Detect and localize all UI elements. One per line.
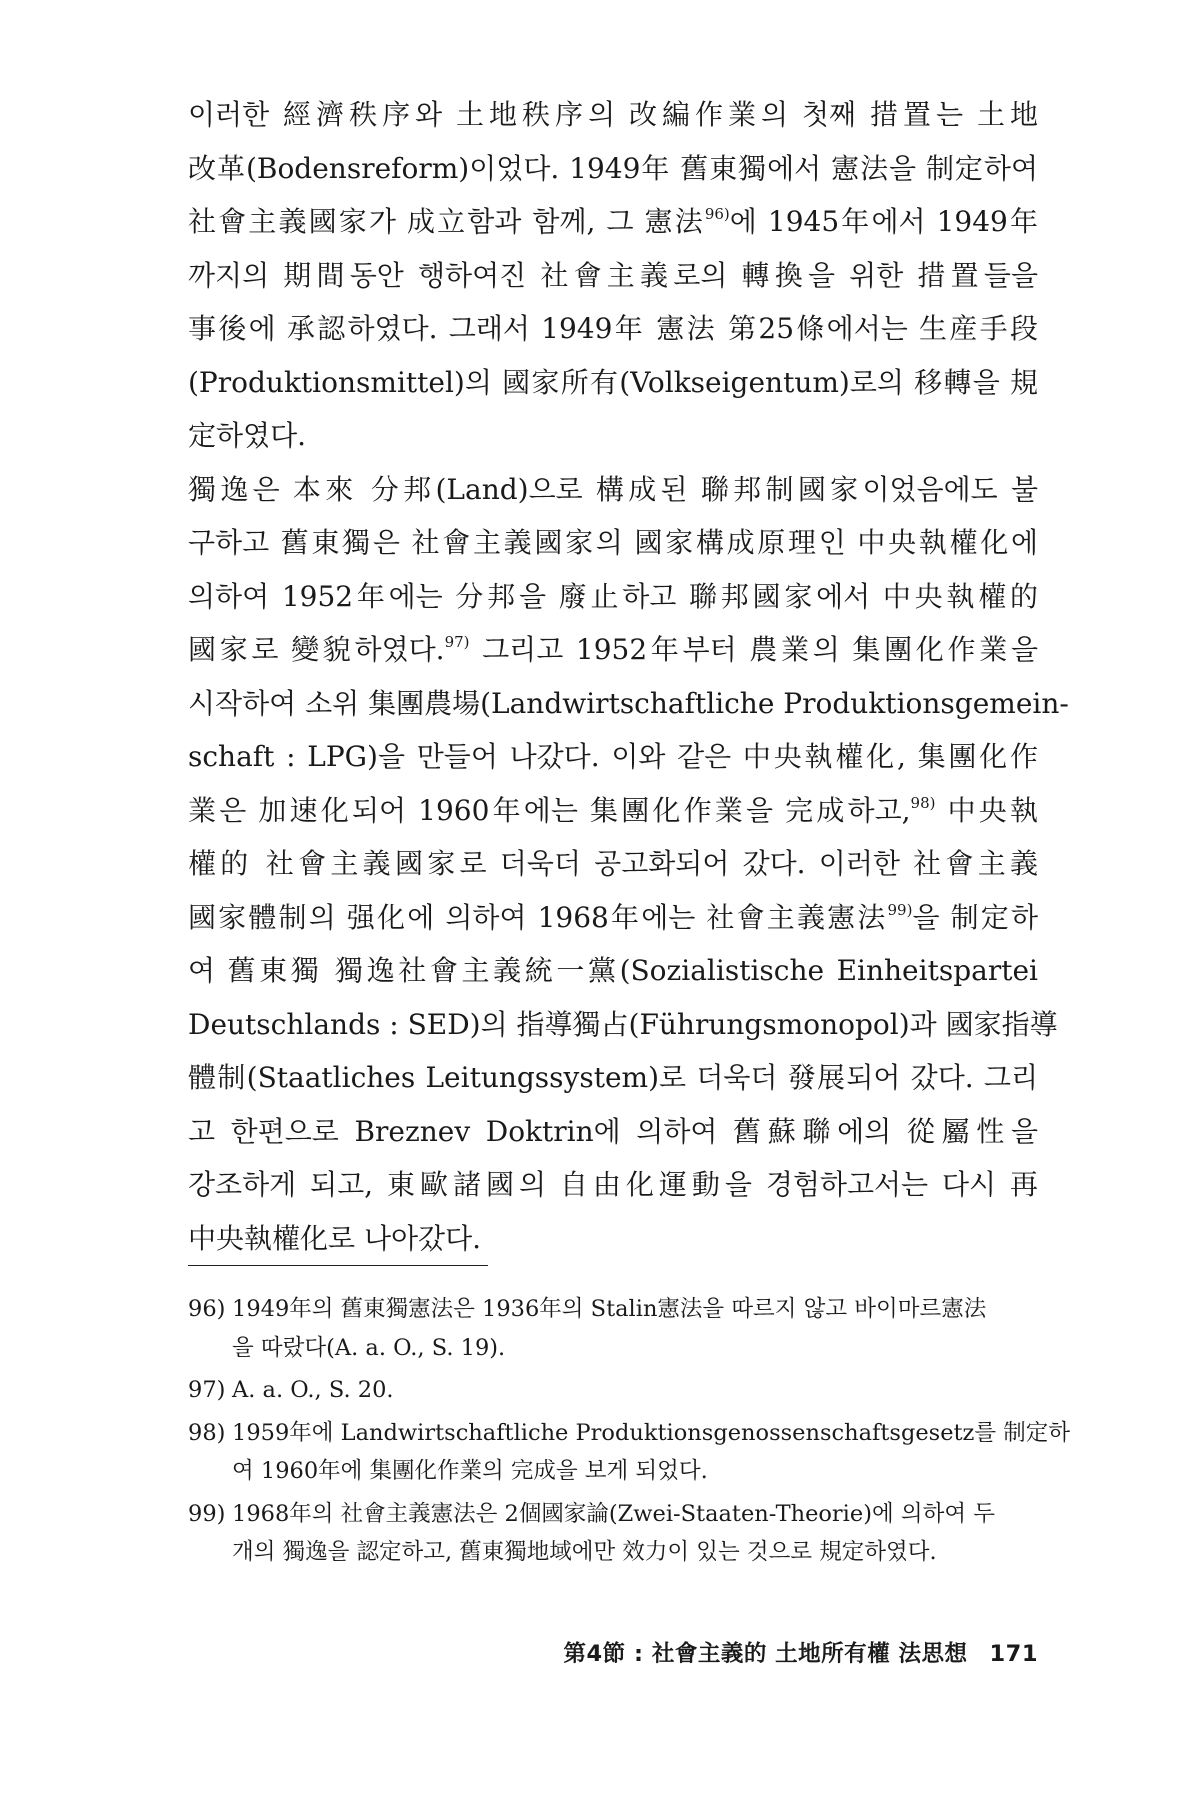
text-line: (Produktionsmittel)의 國家所有(Volkseigentum)로의 移轉을 規 — [188, 365, 1038, 399]
footnote-line: 을 따랐다(A. a. O., S. 19). — [232, 1334, 506, 1361]
text-line: 事後에 承認하였다. 그래서 1949年 憲法 第25條에서는 生産手段 — [188, 312, 1038, 345]
text-segment: 國家體制의 强化에 의하여 1968年에는 社會主義憲法 — [188, 900, 888, 934]
text-line: 定하였다. — [188, 419, 307, 452]
footnote-ref: 97) — [444, 633, 470, 651]
text-line: 中央執權化로 나아갔다. — [188, 1221, 482, 1255]
footnote-ref: 98) — [910, 793, 936, 812]
footnote-text — [232, 1414, 1070, 1491]
footnotes — [188, 1290, 1071, 1576]
running-footer — [564, 1636, 1038, 1668]
page-number: 171 — [989, 1641, 1038, 1667]
text-segment: 그리고 1952年부터 農業의 集團化作業을 — [469, 633, 1038, 666]
footnote-ref: 96) — [704, 205, 730, 223]
footnote-line: A. a. O., S. 20. — [232, 1377, 394, 1403]
footnote-number: 98) — [188, 1419, 226, 1446]
text-line: 體制(Staatliches Leitungssystem)로 더욱더 發展되어 갔다. 그리 — [188, 1061, 1038, 1094]
text-line — [188, 891, 1038, 945]
footnote-98 — [188, 1414, 1071, 1491]
text-line: 여 舊東獨 獨逸社會主義統一黨(Sozialistische Einheitspartei — [188, 954, 1038, 987]
text-line — [188, 195, 1038, 249]
footnote-separator — [188, 1265, 488, 1266]
text-segment: 業은 加速化되어 1960年에는 集團化作業을 完成하고, — [188, 793, 911, 827]
text-segment: 에 1945年에서 1949年 — [729, 205, 1038, 238]
footnote-line: 여 1960年에 集團化作業의 完成을 보게 되었다. — [232, 1458, 708, 1484]
page — [188, 88, 1071, 1768]
text-line: 獨逸은 本來 分邦(Land)으로 構成된 聯邦制國家이었음에도 불 — [188, 472, 1038, 506]
text-line: 까지의 期間동안 행하여진 社會主義로의 轉換을 위한 措置들을 — [188, 258, 1038, 292]
text-line: Deutschlands : SED)의 指導獨占(Führungsmonopol)과 國家指導 — [188, 1007, 1058, 1041]
text-line — [188, 784, 1038, 838]
footnote-99 — [188, 1495, 1038, 1572]
footnote-line: 1959年에 Landwirtschaftliche Produktionsgenossenschaftsgesetz를 制定하 — [232, 1419, 1071, 1446]
footnote-line: 1968年의 社會主義憲法은 2個國家論(Zwei-Staaten-Theorie)에 의하여 두 — [232, 1500, 995, 1527]
footnote-number: 96) — [188, 1296, 226, 1322]
text-line: 改革(Bodensreform)이었다. 1949年 舊東獨에서 憲法을 制定하여 — [188, 151, 1038, 185]
footnote-line: 개의 獨逸을 認定하고, 舊東獨地域에만 效力이 있는 것으로 規定하였다. — [232, 1539, 937, 1565]
text-line: 고 한편으로 Breznev Doktrin에 의하여 舊蘇聯에의 從屬性을 — [188, 1114, 1038, 1148]
footnote-97 — [188, 1371, 1038, 1410]
text-line — [188, 623, 1038, 677]
text-line: 구하고 舊東獨은 社會主義國家의 國家構成原理인 中央執權化에 — [188, 526, 1038, 559]
text-segment: 을 制定하 — [912, 900, 1038, 934]
text-line: 시작하여 소위 集團農場(Landwirtschaftliche Produktionsgemein- — [188, 686, 1069, 720]
footnote-number: 97) — [188, 1377, 226, 1403]
footnote-ref: 99) — [887, 900, 913, 919]
text-line: schaft : LPG)을 만들어 나갔다. 이와 같은 中央執權化, 集團化作 — [188, 740, 1038, 773]
text-line: 權的 社會主義國家로 더욱더 공고화되어 갔다. 이러한 社會主義 — [188, 847, 1038, 880]
footnote-text — [232, 1290, 1038, 1367]
text-line: 이러한 經濟秩序와 土地秩序의 改編作業의 첫째 措置는 土地 — [188, 98, 1038, 131]
footnote-line: 1949年의 舊東獨憲法은 1936年의 Stalin憲法을 따르지 않고 바이마르憲法 — [232, 1296, 987, 1322]
footnote-text — [232, 1371, 1038, 1410]
paragraph-2 — [188, 463, 1069, 1266]
text-line: 의하여 1952年에는 分邦을 廢止하고 聯邦國家에서 中央執權的 — [188, 579, 1038, 613]
footnote-text — [232, 1495, 1038, 1572]
text-segment: 中央執 — [935, 793, 1038, 827]
footnote-96 — [188, 1290, 1038, 1367]
text-line: 강조하게 되고, 東歐諸國의 自由化運動을 경험하고서는 다시 再 — [188, 1168, 1038, 1201]
text-segment: 社會主義國家가 成立함과 함께, 그 憲法 — [188, 205, 705, 238]
body-text — [188, 88, 1069, 1265]
paragraph-1 — [188, 88, 1038, 463]
text-segment: 國家로 變貌하였다. — [188, 633, 445, 666]
running-footer-section: 第4節 : 社會主義的 土地所有權 法思想 — [563, 1641, 968, 1667]
footnote-number: 99) — [188, 1500, 226, 1527]
